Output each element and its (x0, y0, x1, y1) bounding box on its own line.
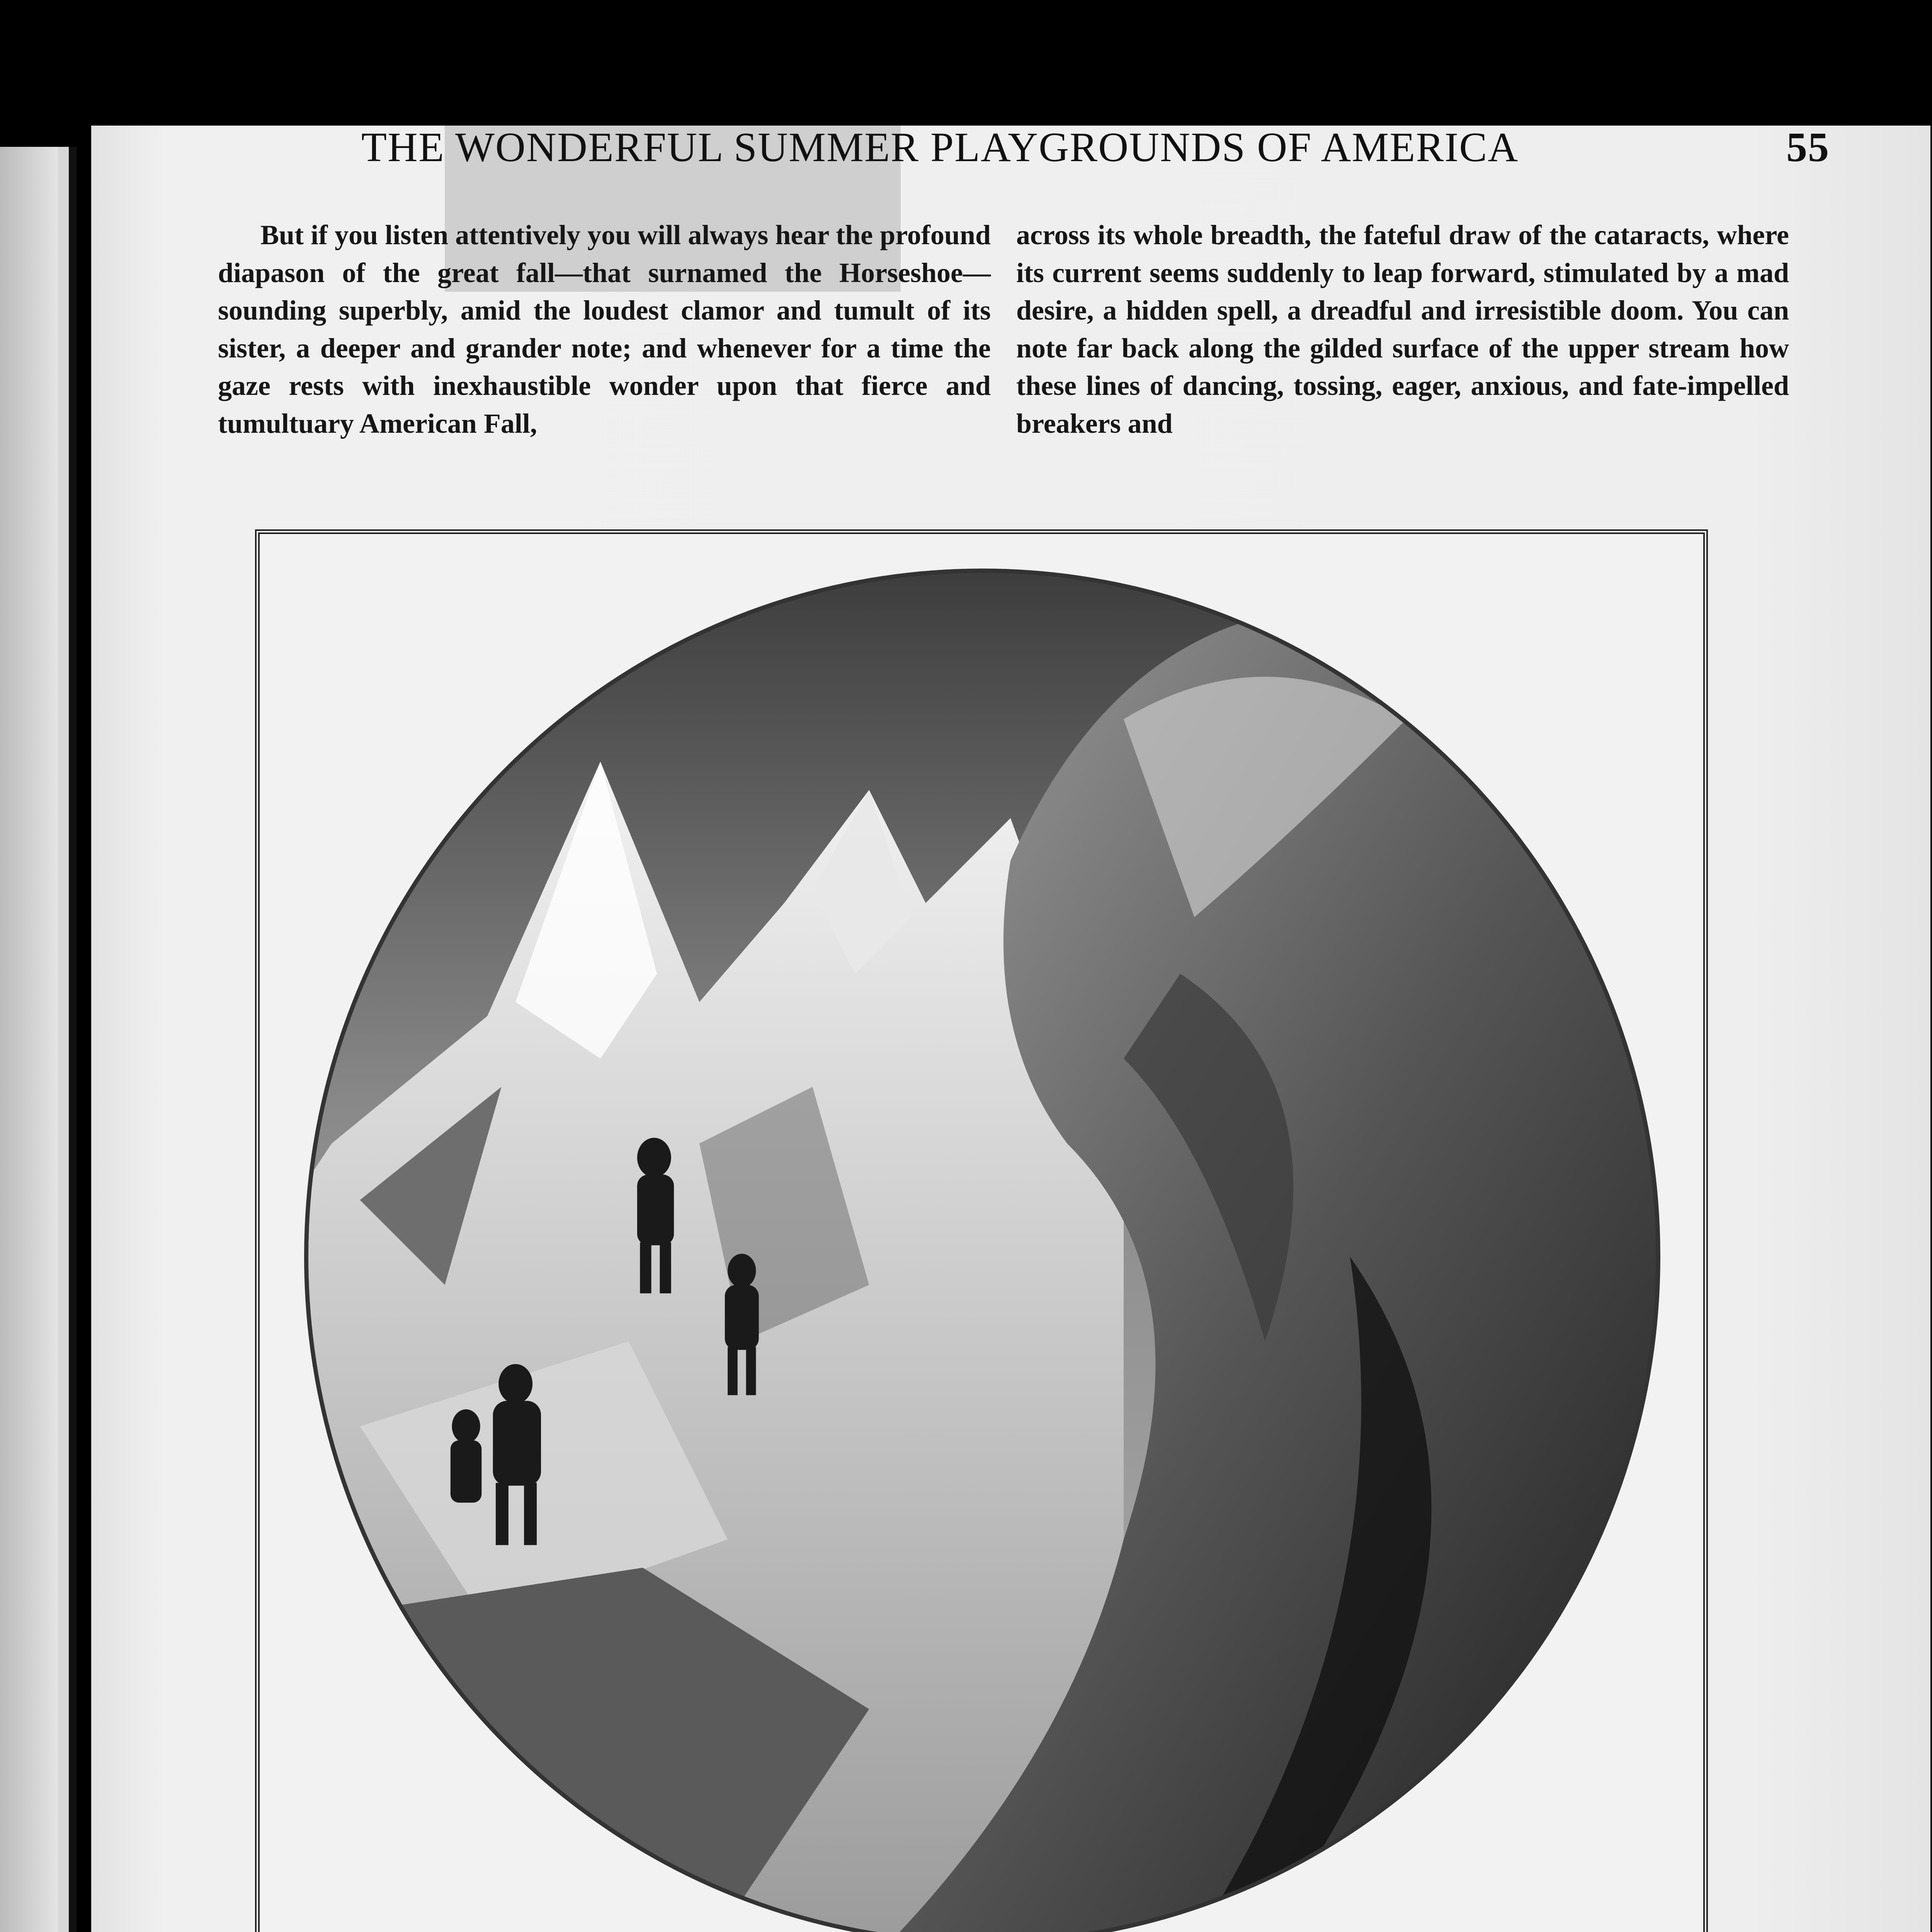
page-number: 55 (1786, 124, 1830, 170)
facing-page-shade (0, 147, 58, 1932)
running-head-title: THE WONDERFUL SUMMER PLAYGROUNDS OF AMERICA (361, 124, 1519, 170)
running-head (361, 124, 1830, 189)
photo-frame (255, 529, 1708, 1932)
paragraph: But if you listen attentively you will always hear the profound diapason of the great fall—that surnamed the Horseshoe—sounding superbly, amid the loudest clamor and tumult of its sister, a deeper and grander note; and whenever for a time the gaze rests with inexhaustible wonder upon that fierce and tumultuary American Fall, (218, 219, 991, 439)
paragraph: across its whole breadth, the fateful draw of the cataracts, where its current seems suddenly to leap forward, stimulated by a mad desire, a hidden spell, a dreadful and irresistible doom. You can note far back along the gilded surface of the upper stream how these lines of dancing, tossing, eager, anxious, and fate-impelled breakers and (1016, 219, 1789, 439)
facing-page-edge (0, 147, 77, 1932)
glacier-photo-icon (275, 549, 1689, 1932)
